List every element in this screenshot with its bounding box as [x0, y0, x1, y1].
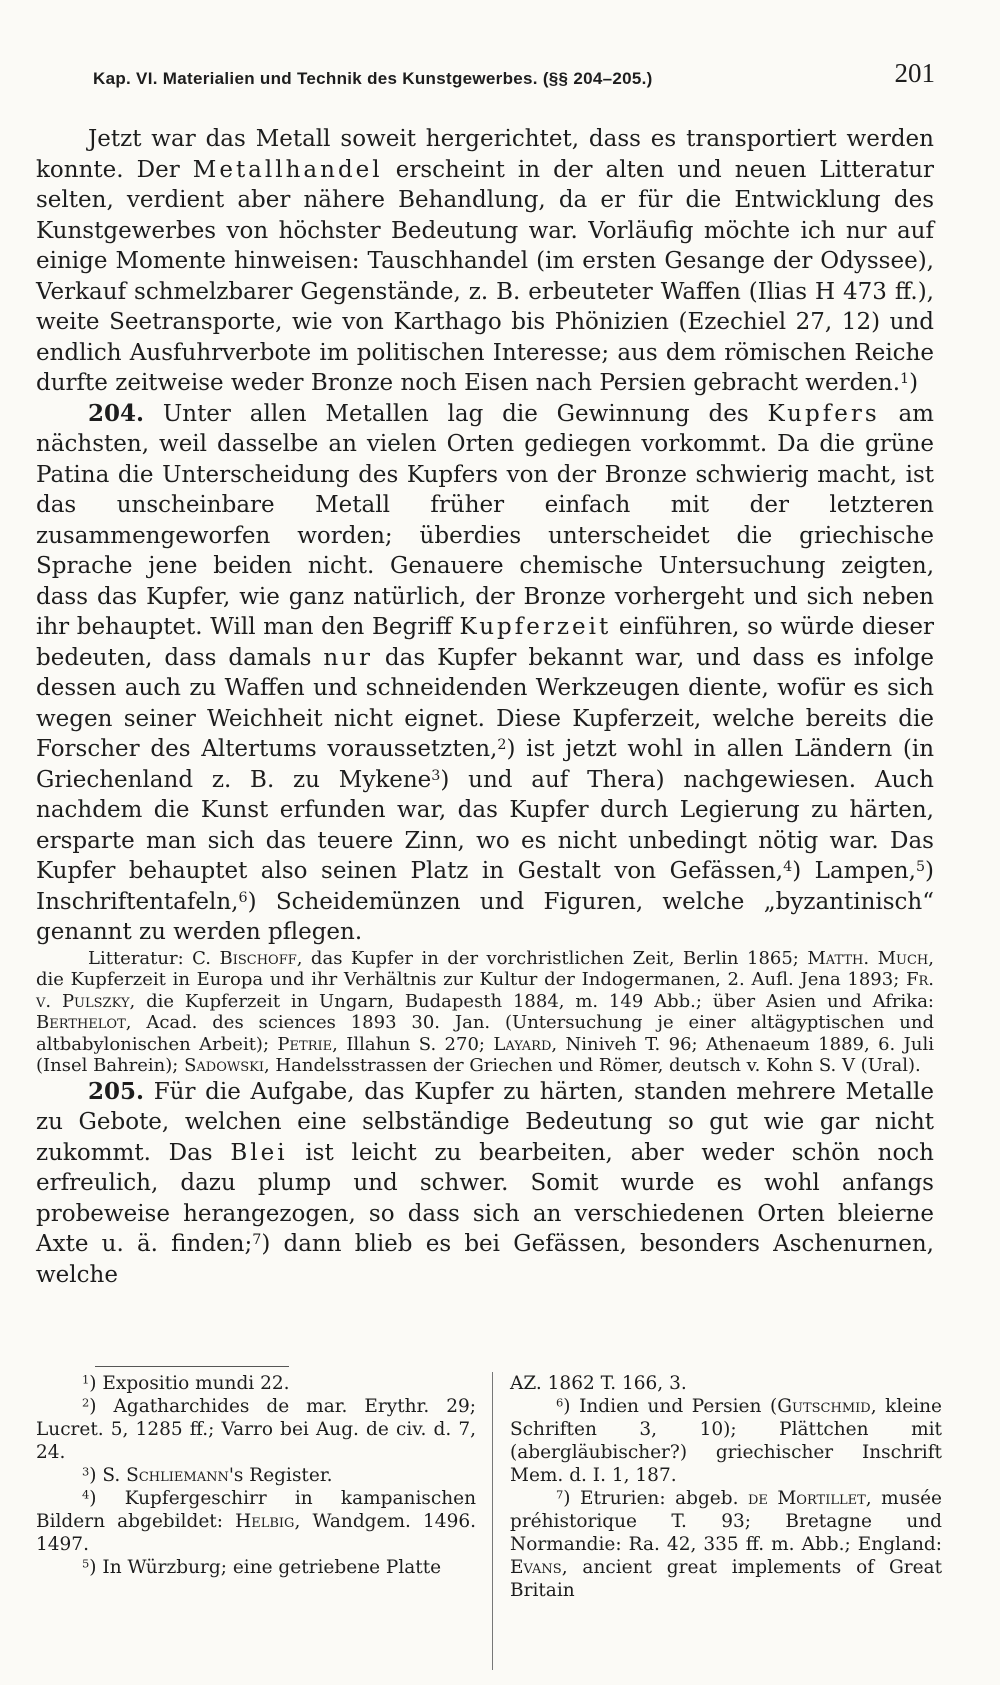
footnote-3 — [36, 1464, 476, 1487]
author-name: Matth. Much — [807, 947, 929, 969]
footnote-ref-6: 6 — [238, 889, 248, 906]
footnote-text: , musée préhistorique T. 93; Bretagne und Normandie: Ra. 42, 335 ff. m. Abb.; England: — [510, 1488, 942, 1555]
author-name: Bischoff — [219, 947, 297, 969]
paragraph-204 — [36, 399, 934, 948]
text-run: ist leicht zu bearbeiten, aber weder schön noch erfreulich, dazu plump und schwer. Somit wurde es wohl anfangs probeweise herangezogen, so dass sich an verschiedenen Orten bleierne Axte u. ä. finden; — [36, 1139, 935, 1257]
footnote-text: , ancient great implements of Great Britain — [510, 1557, 942, 1601]
footnote-ref-3: 3 — [431, 767, 441, 784]
author-name: Berthelot — [36, 1012, 126, 1033]
text-run: , Handelsstrassen der Griechen und Römer, deutsch v. Kohn S. V (Ural). — [263, 1055, 921, 1076]
footnote-ref-4: 4 — [783, 858, 793, 875]
footnote-4 — [36, 1487, 476, 1556]
page-number: 201 — [894, 58, 935, 88]
footnote-text: , kleine Schriften 3, 10); Plättchen mit (abergläubischer?) griechischer Inschrift Mem. d. I. 1, 187. — [510, 1396, 942, 1486]
text-run: ) und auf Thera) nachgewiesen. Auch nachdem die Kunst erfunden war, das Kupfer durch Legierung zu härten, ersparte man sich das teuere Zinn, wo es nicht unbedingt nötig war. Das Kupfer behauptet also seinen Platz in Gestalt von Gefässen, — [36, 766, 934, 884]
emphasis-nur: nur — [323, 644, 374, 671]
author-name: Petrie — [277, 1033, 333, 1055]
footnote-ref-7: 7 — [252, 1231, 262, 1248]
footnote-5-continued: AZ. 1862 T. 166, 3. — [510, 1373, 687, 1394]
running-header — [93, 58, 935, 94]
text-run: , das Kupfer in der vorchristlichen Zeit, Berlin 1865; — [296, 947, 808, 969]
author-name: Gutschmid — [777, 1396, 871, 1417]
header-title: Kap. VI. Materialien und Technik des Kunstgewerbes. (§§ 204–205.) — [93, 69, 653, 88]
footnote-marker: 6 — [556, 1395, 564, 1410]
text-run: ) — [909, 370, 919, 396]
footnote-ref-1: 1 — [900, 370, 910, 387]
emphasis-metallhandel: Metallhandel — [192, 156, 383, 183]
text-run: , Acad. des sciences 1893 30. Jan. (Untersuchung je einer altägyptischen und altbabylonischen Arbeit); — [36, 1012, 934, 1055]
emphasis-kupferzeit: Kupferzeit — [459, 614, 612, 640]
text-run: ) ist jetzt wohl in allen Ländern (in Griechenland z. B. zu Mykene — [36, 736, 935, 793]
footnote-marker: 1 — [82, 1372, 90, 1387]
text-run: ) dann blieb es bei Gefässen, besonders Aschenurnen, welche — [36, 1231, 934, 1288]
text-run: ) Lampen, — [792, 858, 916, 884]
main-text — [36, 124, 934, 1290]
author-name: Layard — [493, 1033, 552, 1055]
literature-note — [36, 948, 934, 1077]
emphasis-blei: Blei — [230, 1139, 288, 1166]
text-run: , die Kupferzeit in Ungarn, Budapesth 1884, m. 149 Abb.; über Asien und Afrika: — [129, 990, 934, 1012]
footnote-marker: 5 — [82, 1556, 90, 1571]
footnote-marker: 2 — [82, 1395, 90, 1410]
section-number-204: 204. — [88, 399, 145, 427]
text-run: ) Inschriftentafeln, — [36, 858, 934, 915]
author-name: Evans — [510, 1557, 562, 1578]
footnote-ref-2: 2 — [497, 736, 507, 753]
text-run: Jetzt war das Metall soweit hergerichtet, dass es transportiert werden konnte. Der — [36, 126, 934, 183]
footnote-text: 's Register. — [228, 1465, 333, 1486]
footnote-text: ) In Würzburg; eine getriebene Platte — [89, 1557, 442, 1578]
footnote-text: ) Expositio mundi 22. — [89, 1373, 290, 1394]
footnote-column-divider — [492, 1372, 493, 1670]
footnote-1 — [36, 1372, 476, 1395]
footnote-ref-5: 5 — [915, 858, 926, 875]
text-run: erscheint in der alten und neuen Litteratur selten, verdient aber nähere Behandlung, da er für die Entwicklung des Kunstgewerbes von höchster Bedeutung war. Vorläufig möchte ich nur auf einige Momente hinweisen: Tauschhandel (im ersten Gesange der Odyssee), Verkauf schmelzbarer Gegenstände, z. B. erbeuteter Waffen (Ilias H 473 ff.), weite Seetransporte, wie von Karthago bis Phönizien (Ezechiel 27, 12) und endlich Ausfuhrverbote im politischen Interesse; aus dem römischen Reiche durfte zeitweise weder Bronze noch Eisen nach Persien gebracht werden. — [36, 156, 935, 396]
footnote-rule — [95, 1366, 289, 1367]
footnote-5 — [36, 1556, 476, 1579]
text-run: am nächsten, weil dasselbe an vielen Orten gediegen vorkommt. Da die grüne Patina die Unterscheidung des Kupfers von der Bronze schwierig macht, ist das unscheinbare Metall früher einfach mit der letzteren zusammengeworfen worden; überdies unterscheidet die griechische Sprache jene beiden nicht. Genauere chemische Untersuchung zeigten, dass das Kupfer, wie ganz natürlich, der Bronze vorhergeht und sich neben ihr behauptet. Will man den Begriff — [36, 400, 934, 640]
footnote-text: ) Etrurien: abgeb. — [563, 1488, 748, 1509]
footnote-marker: 7 — [556, 1487, 564, 1502]
text-run: das Kupfer bekannt war, und dass es infolge dessen auch zu Waffen und schneidenden Werkzeugen diente, wofür es sich wegen seiner Weichheit nicht eignet. Diese Kupferzeit, welche bereits die Forscher des Altertums voraussetzten, — [36, 644, 934, 762]
footnote-text: ) Agatharchides de mar. Erythr. 29; Lucret. 5, 1285 ff.; Varro bei Aug. de civ. d. 7, 24. — [36, 1396, 476, 1463]
author-name: Helbig — [235, 1511, 295, 1532]
footnote-text: ) Indien und Persien ( — [563, 1396, 778, 1417]
author-name: Schliemann — [126, 1465, 229, 1486]
author-name: de Mortillet — [747, 1488, 866, 1509]
footnotes-right-column — [510, 1372, 942, 1602]
footnotes-left-column — [36, 1372, 476, 1579]
paragraph-metallhandel — [36, 124, 934, 399]
footnote-marker: 4 — [82, 1487, 90, 1502]
author-name: Sadowski — [184, 1055, 264, 1076]
footnote-2 — [36, 1395, 476, 1464]
footnote-6 — [510, 1395, 942, 1487]
text-run: ) Scheidemünzen und Figuren, welche „byzantinisch“ genannt zu werden pflegen. — [36, 888, 934, 945]
footnote-text: , Wandgem. 1496. 1497. — [36, 1511, 476, 1555]
footnote-7 — [510, 1487, 942, 1602]
section-number-205: 205. — [88, 1077, 145, 1105]
text-run: , Illahun S. 270; — [332, 1033, 494, 1055]
text-run: Unter allen Metallen lag die Gewinnung des — [144, 400, 768, 427]
author-name: Fr. v. Pulszky — [36, 969, 934, 1012]
footnote-marker: 3 — [82, 1464, 90, 1479]
text-run: , Niniveh T. 96; Athenaeum 1889, 6. Juli (Insel Bahrein); — [36, 1033, 934, 1076]
emphasis-kupfers: Kupfers — [767, 400, 880, 427]
text-run: einführen, so würde dieser bedeuten, dass damals — [36, 614, 934, 671]
footnote-text: ) S. — [89, 1465, 127, 1486]
footnote-text: ) Kupfergeschirr in kampanischen Bildern abgebildet: — [36, 1488, 476, 1532]
text-run: , die Kupferzeit in Europa und ihr Verhältnis zur Kultur der Indogermanen, 2. Aufl. Jena 1893; — [36, 947, 934, 990]
text-run: Für die Aufgabe, das Kupfer zu härten, standen mehrere Metalle zu Gebote, welchen eine selbständige Bedeutung so gut wie gar nicht zukommt. Das — [36, 1078, 934, 1166]
text-run: Litteratur: C. — [88, 947, 220, 969]
paragraph-205 — [36, 1077, 934, 1291]
